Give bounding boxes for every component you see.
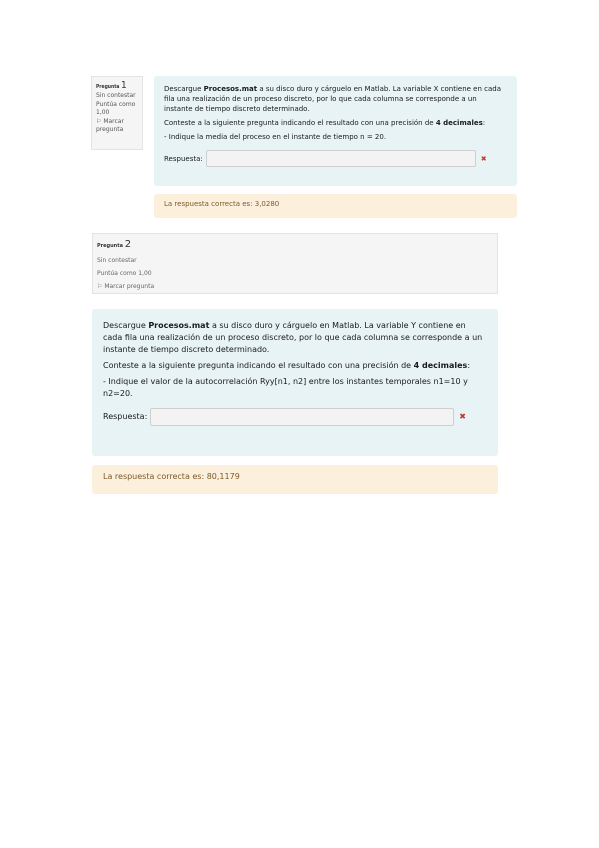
file-name: Procesos.mat: [148, 321, 210, 330]
flag-question-label: Marcar pregunta: [96, 118, 124, 133]
flag-icon: ⚐: [97, 283, 103, 290]
question-2-heading: [97, 237, 493, 254]
answer-label: Respuesta:: [103, 412, 148, 421]
answer-input[interactable]: [206, 150, 476, 167]
correct-answer-feedback: La respuesta correcta es: 80,1179: [92, 465, 498, 494]
text: Conteste a la siguiente pregunta indicando el resultado con una precisión de: [164, 119, 436, 127]
text: :: [482, 119, 486, 127]
question-1-info: [91, 76, 143, 150]
flag-icon: ⚐: [96, 118, 102, 125]
precision-text: 4 decimales: [413, 361, 468, 370]
text: a su disco duro y cárguelo en Matlab. La variable X contiene en cada fila una realización de un proceso discreto, por lo que cada columna se corresponde a un instante de tiempo discreto determinado.: [164, 85, 502, 113]
answer-row: [164, 150, 507, 167]
answer-row: [103, 408, 487, 426]
question-2-info: [92, 233, 498, 294]
answer-input[interactable]: [150, 408, 454, 426]
question-status: Sin contestar: [97, 257, 137, 264]
text: a su disco duro y cárguelo en Matlab. La variable Y contiene en cada fila una realización de un proceso discreto, por lo que cada columna se corresponde a un instante de tiempo discreto determinado.: [103, 321, 483, 354]
question-label: Pregunta: [97, 243, 123, 249]
question-text-paragraph: [103, 320, 487, 356]
correct-answer-feedback: La respuesta correcta es: 3,0280: [154, 194, 517, 218]
answer-label: Respuesta:: [164, 154, 203, 163]
text: :: [467, 361, 471, 370]
question-score: Puntúa como 1,00: [96, 101, 136, 116]
flag-question-link[interactable]: [96, 118, 138, 134]
question-number: 1: [120, 80, 127, 91]
question-number: 2: [124, 239, 132, 250]
incorrect-icon: ✖: [459, 412, 466, 421]
question-prompt: - Indique el valor de la autocorrelación Ryy[n1, n2] entre los instantes temporales n1=10 y n2=20.: [103, 377, 468, 398]
question-instruction: [164, 118, 507, 128]
precision-text: 4 decimales: [435, 119, 483, 127]
question-2-content: [92, 309, 498, 456]
text: Conteste a la siguiente pregunta indicando el resultado con una precisión de: [103, 361, 414, 370]
question-score: Puntúa como 1,00: [97, 270, 152, 277]
question-1-content: [154, 76, 517, 186]
question-1-heading: [96, 82, 138, 91]
text: Descargue: [164, 85, 204, 93]
file-name: Procesos.mat: [203, 85, 258, 93]
question-label: Pregunta: [96, 84, 120, 90]
question-prompt: - Indique la media del proceso en el instante de tiempo n = 20.: [164, 133, 387, 141]
flag-question-link[interactable]: [97, 280, 493, 293]
question-status: Sin contestar: [96, 92, 136, 99]
incorrect-icon: ✖: [480, 154, 487, 163]
question-instruction: [103, 360, 487, 372]
text: Descargue: [103, 321, 149, 330]
question-text-paragraph: [164, 84, 507, 114]
flag-question-label: Marcar pregunta: [104, 283, 155, 290]
